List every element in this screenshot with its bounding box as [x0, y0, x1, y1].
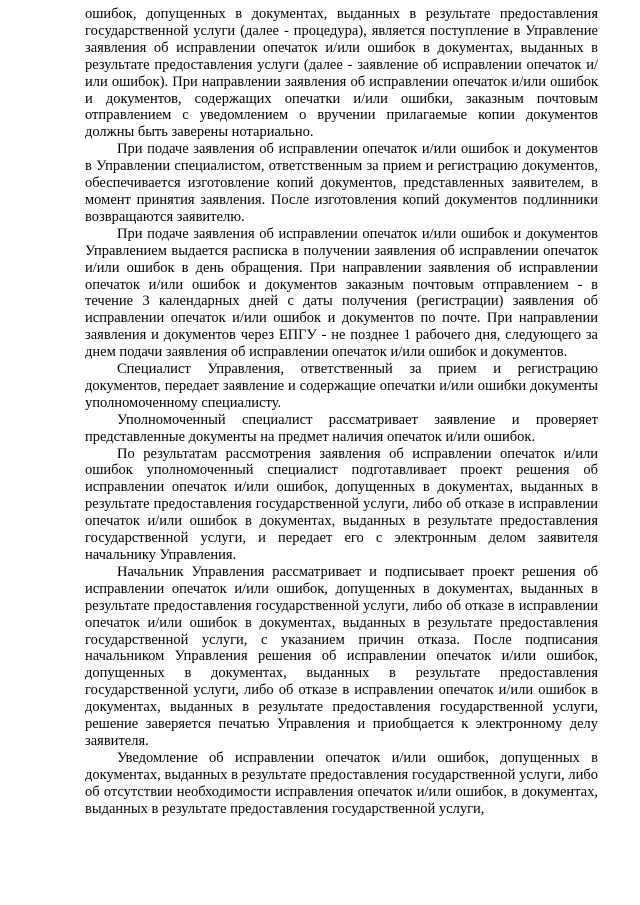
paragraph-head-signs: Начальник Управления рассматривает и подписывает проект решения об исправлении опечаток и/или ошибок, допущенных в документах, выданных в результате предоставления государственной услуги, либо об отказе в исправлении опечаток и/или ошибок в документах, выданных в результате предоставления государственной услуги, с указанием причин отказа. После подписания начальником Управления решения об исправлении опечаток и/или ошибок, допущенных в документах, выданных в результате предоставления государственной услуги, либо об отказе в исправлении опечаток и/или ошибок в документах, выданных в результате предоставления государственной услуги, решение заверяется печатью Управления и приобщается к электронному делу заявителя. — [85, 563, 598, 749]
paragraph-copies-in-office: При подаче заявления об исправлении опечаток и/или ошибок и документов в Управлении специалистом, ответственным за прием и регистрацию документов, обеспечивается изготовление копий документов, представленных заявителем, в момент принятия заявления. После изготовления копий документов подлинники возвращаются заявителю. — [85, 141, 598, 225]
paragraph-receipt: При подаче заявления об исправлении опечаток и/или ошибок и документов Управлением выдается расписка в получении заявления об исправлении опечаток и/или ошибок в день обращения. При направлении заявления об исправлении опечаток и/или ошибок и документов заказным почтовым отправлением - в течение 3 календарных дней с даты получения (регистрации) заявления об исправлении опечаток и/или ошибок и документов по почте. При направлении заявления и документов через ЕПГУ - не позднее 1 рабочего дня, следующего за днем подачи заявления об исправлении опечаток и/или ошибок и документов. — [85, 225, 598, 361]
paragraph-review: Уполномоченный специалист рассматривает заявление и проверяет представленные документы на предмет наличия опечаток и/или ошибок. — [85, 411, 598, 445]
paragraph-notification: Уведомление об исправлении опечаток и/или ошибок, допущенных в документах, выданных в результате предоставления государственной услуги, либо об отсутствии необходимости исправления опечаток и/или ошибок, в документах, выданных в результате предоставления государственной услуги, — [85, 749, 598, 817]
paragraph-transfer-to-specialist: Специалист Управления, ответственный за прием и регистрацию документов, передает заявление и содержащие опечатки и/или ошибки документы уполномоченному специалисту. — [85, 361, 598, 411]
paragraph-draft-decision: По результатам рассмотрения заявления об исправлении опечаток и/или ошибок уполномоченный специалист подготавливает проект решения об исправлении опечаток и/или ошибок, допущенных в документах, выданных в результате предоставления государственной услуги, либо об отказе в исправлении опечаток и/или ошибок в документах, выданных в результате предоставления государственной услуги, и передает его с электронным делом заявителя начальнику Управления. — [85, 445, 598, 563]
paragraph-procedure-start: ошибок, допущенных в документах, выданных в результате предоставления государственной услуги (далее - процедура), является поступление в Управление заявления об исправлении опечаток и/или ошибок в документах, выданных в результате предоставления услуги (далее - заявление об исправлении опечаток и/или ошибок). При направлении заявления об исправлении опечаток и/или ошибок и документов, содержащих опечатки и/или ошибки, заказным почтовым отправлением с уведомлением о вручении прилагаемые копии документов должны быть заверены нотариально. — [85, 6, 598, 141]
